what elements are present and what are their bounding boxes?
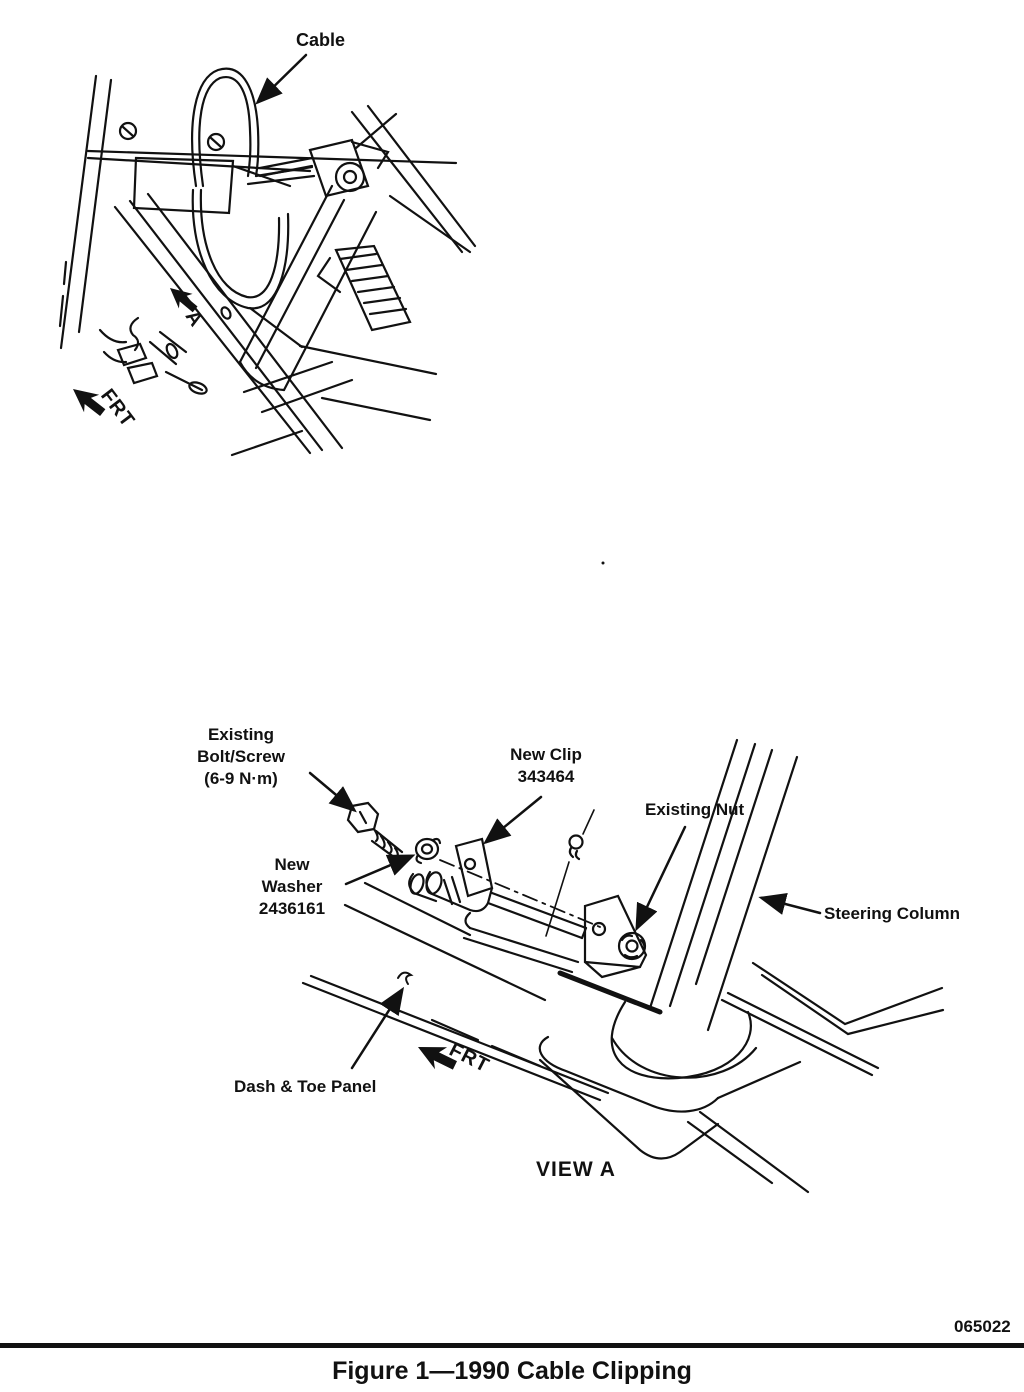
existing-bolt-screw-line1: Existing — [207, 725, 275, 744]
ignition-connector-art — [260, 140, 388, 196]
new-washer-line1: New — [274, 855, 310, 874]
new-clip-line1: New Clip — [510, 745, 582, 764]
existing-bolt-screw-line3: (6-9 N·m) — [204, 768, 278, 788]
figure-caption: Figure 1—1990 Cable Clipping — [332, 1357, 692, 1385]
document-number: 065022 — [954, 1317, 1011, 1336]
new-washer-line3: 2436161 — [258, 898, 326, 918]
cable-label: Cable — [296, 30, 346, 50]
bolt-art — [348, 803, 402, 860]
lower-diagram-art — [303, 740, 943, 1192]
windshield-lines-art — [352, 106, 475, 252]
pedal-art — [318, 246, 410, 330]
cable-leader-arrow — [258, 55, 306, 102]
print-speck — [602, 562, 605, 565]
new-clip-label — [486, 744, 606, 788]
dash-bolts-art — [120, 123, 224, 150]
clip-art — [408, 839, 492, 911]
view-a-marker-label: A — [180, 306, 208, 331]
a-pillar-art — [60, 76, 111, 348]
lower-front-label: FRT — [445, 1038, 493, 1078]
washer-art — [416, 839, 440, 863]
steering-column-art — [650, 740, 797, 1030]
nut-leader-arrow — [637, 827, 685, 928]
steering-column-leader-arrow — [762, 898, 820, 913]
new-washer-label — [232, 854, 352, 919]
view-a-title: VIEW A — [536, 1158, 616, 1181]
new-clip-line2: 343464 — [517, 766, 575, 786]
leader-break-squiggle — [398, 973, 411, 984]
existing-bolt-screw-line2: Bolt/Screw — [197, 746, 285, 766]
bolt-leader-arrow — [310, 773, 354, 810]
existing-nut-label: Existing Nut — [645, 800, 745, 819]
harness-art — [100, 318, 208, 396]
clip-leader-arrow — [486, 797, 541, 842]
floor-lines-art — [303, 883, 943, 1192]
washer-leader-arrow — [346, 856, 412, 884]
bracket-art — [585, 896, 646, 977]
dash-edge-art — [88, 151, 456, 171]
caption-divider — [0, 1343, 1024, 1348]
dash-toe-panel-label: Dash & Toe Panel — [234, 1077, 377, 1096]
new-washer-line2: Washer — [261, 876, 323, 896]
steering-column-label: Steering Column — [824, 904, 961, 923]
existing-bolt-screw-label — [176, 724, 306, 789]
upper-front-label: FRT — [96, 384, 139, 432]
stud-art — [546, 810, 594, 936]
